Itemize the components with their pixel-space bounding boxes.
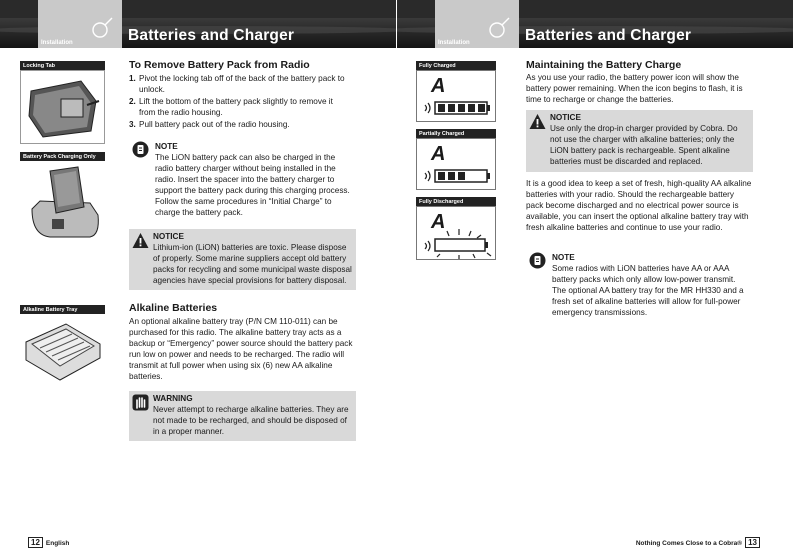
battery-bar xyxy=(438,104,445,112)
section-tab xyxy=(38,0,122,48)
battery-empty-flashing-icon xyxy=(417,207,495,259)
footer-text: English xyxy=(45,540,70,547)
lcd-label: Partially Charged xyxy=(416,129,496,138)
battery-bar xyxy=(448,104,455,112)
left-page xyxy=(0,0,396,555)
page-number: 13 xyxy=(745,537,760,548)
page-footer xyxy=(28,537,69,548)
battery-bar xyxy=(468,104,475,112)
alkaline-tray-image xyxy=(20,314,105,386)
battery-bar xyxy=(478,104,485,112)
hand-stop-icon xyxy=(132,394,149,411)
page-title: Batteries and Charger xyxy=(128,27,295,44)
note-text: The LiON battery pack can also be charged in the radio battery charger without being installed in the radio. Insert the spacer into the battery charger to support the battery pack during this charging process. Follow the same procedures in “Initial Charge” to charge the battery pack. xyxy=(155,153,350,217)
picture-label: Locking Tab xyxy=(20,61,105,70)
notice-label: NOTICE xyxy=(550,113,581,122)
paragraph: An optional alkaline battery tray (P/N CM 110-011) can be purchased for this radio. The alkaline battery tray acts as a backup or “Emergency” power source should the battery pack run low on power and needs to be recharged. The radio will transmit at full power when using six (6) new AA alkaline batteries. xyxy=(129,317,353,381)
list-item: 2. Lift the bottom of the battery pack slightly to remove it from the radio housing. xyxy=(129,97,333,117)
note-icon xyxy=(529,252,546,269)
warning-callout xyxy=(129,391,356,441)
note-label: NOTE xyxy=(155,142,178,151)
paragraph: As you use your radio, the battery power icon will show the battery power remaining. When the icon begins to flash, it is time to recharge or change the batteries. xyxy=(526,73,743,104)
section-tab xyxy=(435,0,519,48)
section-tab-label: Installation xyxy=(438,40,470,46)
section-heading: Maintaining the Battery Charge xyxy=(526,59,682,71)
section-tab-label: Installation xyxy=(41,40,73,46)
battery-bar xyxy=(458,172,465,180)
notice-text: Use only the drop-in charger provided by Cobra. Do not use the charger with alkaline batteries; only the LiON battery pack is rechargeable. Spent alkaline batteries must be discarded and replaced. xyxy=(550,124,738,166)
warning-triangle-icon xyxy=(529,113,546,130)
right-page xyxy=(397,0,793,555)
header-band xyxy=(397,0,793,48)
antenna-icon xyxy=(88,17,114,41)
lcd-fully-discharged: A xyxy=(416,206,496,260)
battery-bar xyxy=(438,172,445,180)
battery-bar xyxy=(448,172,455,180)
note-icon xyxy=(132,141,149,158)
battery-full-icon xyxy=(423,101,493,115)
page-number: 12 xyxy=(28,537,43,548)
picture-label: Alkaline Battery Tray xyxy=(20,305,105,314)
list-item: 3. Pull battery pack out of the radio housing. xyxy=(129,120,290,129)
page-footer xyxy=(636,537,763,548)
list-item: 1. Pivot the locking tab off of the back of the battery pack to unlock. xyxy=(129,74,345,94)
steps-list xyxy=(129,73,351,130)
note-label: NOTE xyxy=(552,253,575,262)
locking-tab-image xyxy=(20,70,105,144)
note-callout xyxy=(526,251,751,321)
paragraph: It is a good idea to keep a set of fresh, high-quality AA alkaline batteries with your radio. Should the rechargeable battery pack become discharged and no electrical power source is available, you can insert the optional alkaline battery tray with fresh alkaline batteries and continue to use your radio. xyxy=(526,179,752,232)
note-text: Some radios with LiON batteries have AA or AAA battery packs which only allow low-power transmit. The optional AA battery tray for the MR HH330 and a fresh set of alkaline batteries will allow for full-power emergency transmissions. xyxy=(552,264,744,317)
battery-partial-icon xyxy=(423,169,493,183)
warning-triangle-icon xyxy=(132,232,149,249)
notice-label: NOTICE xyxy=(153,232,184,241)
antenna-icon xyxy=(485,17,511,41)
warning-label: WARNING xyxy=(153,394,193,403)
notice-text: Lithium-ion (LiON) batteries are toxic. Please dispose of properly. Some marine suppliers accept old battery packs for recycling and some municipal waste disposal agencies have special provisions for battery disposal. xyxy=(153,243,352,285)
page-title: Batteries and Charger xyxy=(525,27,692,44)
header-band xyxy=(0,0,396,48)
section-heading: Alkaline Batteries xyxy=(129,302,218,314)
notice-callout xyxy=(526,110,753,172)
lcd-partially-charged: A xyxy=(416,138,496,190)
charger-image xyxy=(20,161,105,241)
notice-callout xyxy=(129,229,356,290)
picture-label: Battery Pack Charging Only xyxy=(20,152,105,161)
section-heading: To Remove Battery Pack from Radio xyxy=(129,59,310,71)
note-callout xyxy=(129,140,354,220)
warning-text: Never attempt to recharge alkaline batteries. They are not made to be recharged, and should be disposed of in a proper manner. xyxy=(153,405,349,436)
lcd-fully-charged: A xyxy=(416,70,496,122)
lcd-label: Fully Discharged xyxy=(416,197,496,206)
lcd-label: Fully Charged xyxy=(416,61,496,70)
battery-bar xyxy=(458,104,465,112)
footer-text: Nothing Comes Close to a Cobra® xyxy=(635,540,743,547)
